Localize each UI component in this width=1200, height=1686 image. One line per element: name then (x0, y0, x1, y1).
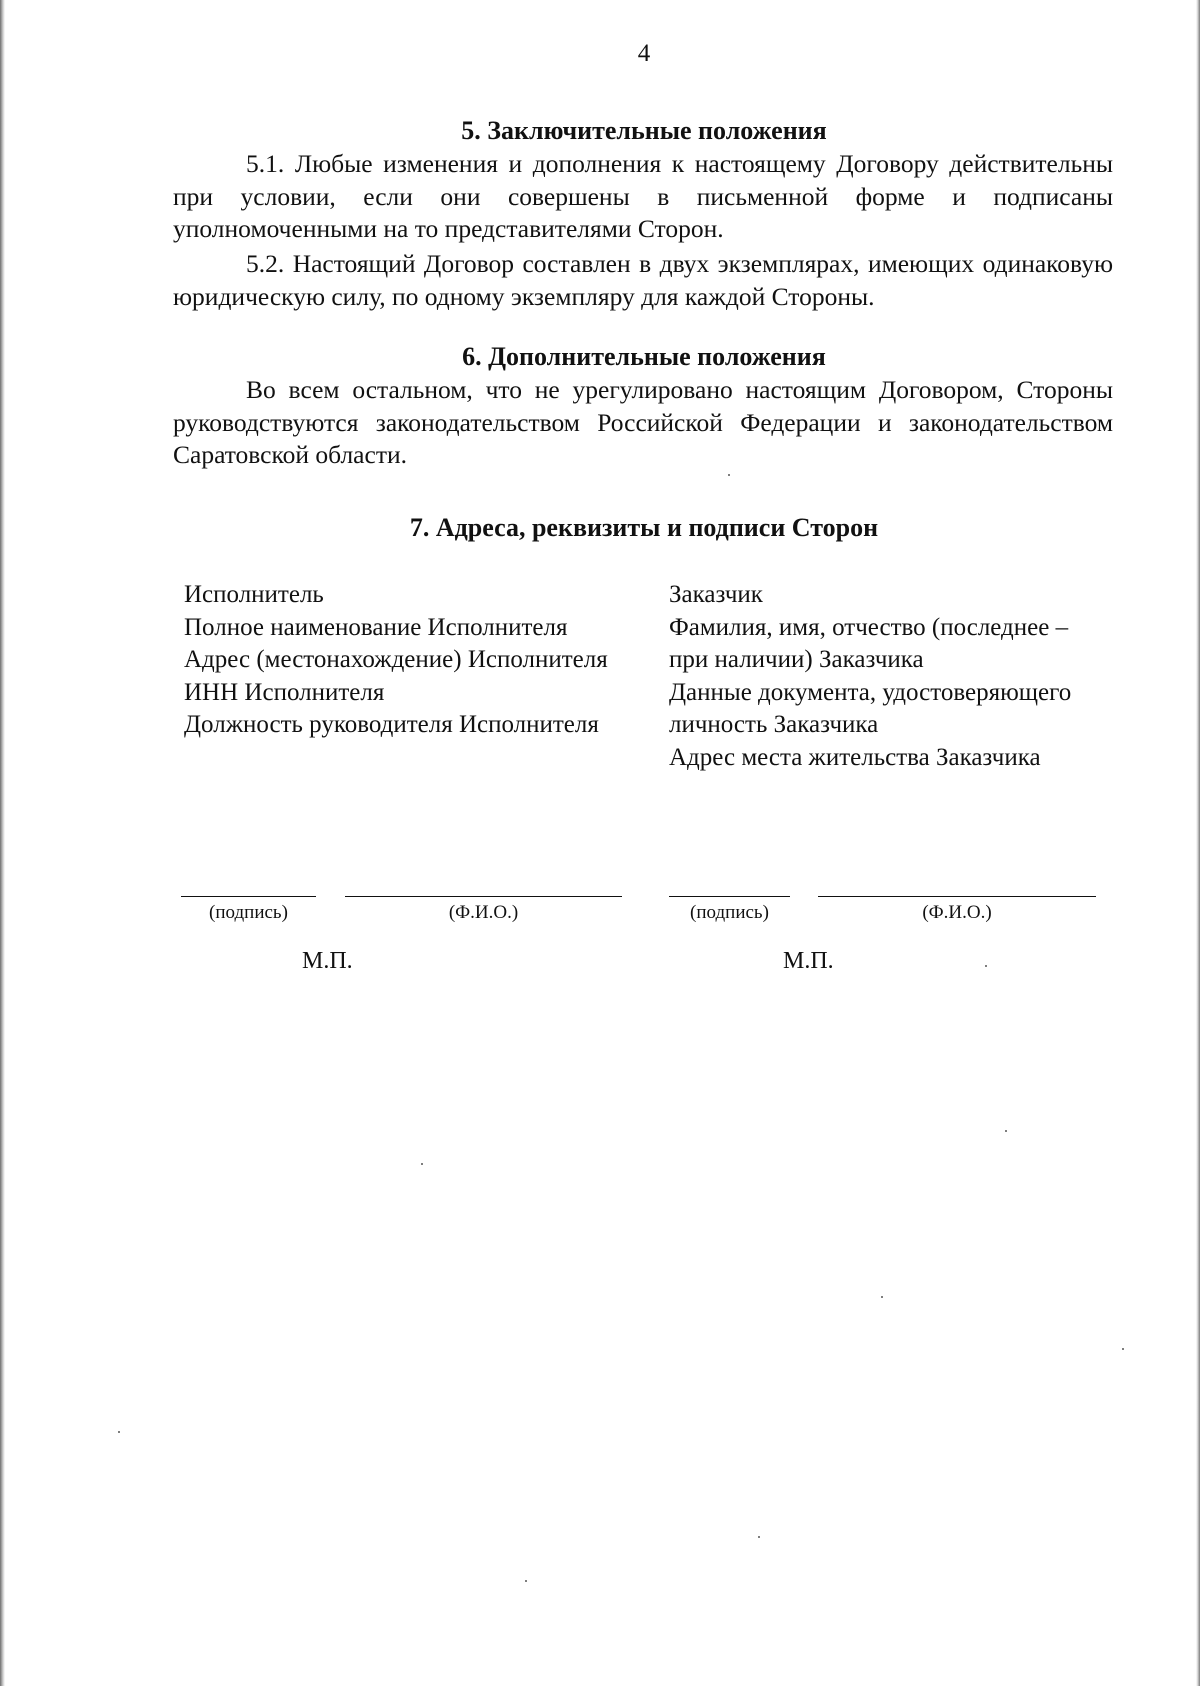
customer-signature-line (669, 896, 790, 897)
scan-speck (881, 1296, 883, 1298)
customer-line: Адрес места жительства Заказчика (669, 743, 1041, 771)
customer-line: Данные документа, удостоверяющего (669, 678, 1072, 706)
executor-name-line (345, 896, 622, 897)
scan-edge-right (1196, 0, 1200, 1686)
customer-line: личность Заказчика (669, 711, 879, 738)
customer-name-line (818, 896, 1096, 897)
scan-edge-left (0, 0, 5, 1686)
section-7-heading: 7. Адреса, реквизиты и подписи Сторон (409, 513, 879, 542)
executor-line: Должность руководителя Исполнителя (184, 711, 599, 738)
customer-name-caption: (Ф.И.О.) (922, 902, 992, 923)
section-6-heading: 6. Дополнительные положения (462, 342, 826, 371)
executor-line: Адрес (местонахождение) Исполнителя (184, 646, 608, 673)
scan-speck (758, 1536, 760, 1538)
scan-speck (1122, 1348, 1124, 1350)
customer-line: Фамилия, имя, отчество (последнее – (669, 613, 1069, 641)
page-number: 4 (637, 40, 651, 67)
executor-line: ИНН Исполнителя (184, 678, 385, 706)
executor-stamp-label: М.П. (302, 948, 353, 974)
executor-title: Исполнитель (184, 581, 324, 608)
clause-5-1: 5.1. Любые изменения и дополнения к настоящему Договору действительны при условии, если они совершены в письменной форме и подписаны уполномоченными на то представителями Сторон. (173, 149, 1113, 243)
customer-stamp-label: М.П. (783, 948, 834, 974)
executor-line: Полное наименование Исполнителя (184, 613, 568, 641)
executor-signature-line (181, 896, 316, 897)
scan-speck (1005, 1130, 1007, 1132)
scan-speck (525, 1580, 527, 1582)
scan-speck (728, 474, 730, 476)
executor-name-caption: (Ф.И.О.) (448, 902, 519, 923)
clause-6-1: Во всем остальном, что не урегулировано настоящим Договором, Стороны руководствуются законодательством Российской Федерации и законодательством Саратовской области. (173, 375, 1113, 469)
scan-speck (985, 965, 987, 967)
scan-speck (118, 1431, 120, 1433)
customer-line: при наличии) Заказчика (669, 646, 924, 673)
clause-5-2: 5.2. Настоящий Договор составлен в двух экземплярах, имеющих одинаковую юридическую силу, по одному экземпляру для каждой Стороны. (173, 249, 1113, 311)
scan-speck (421, 1163, 423, 1165)
customer-signature-caption: (подпись) (690, 902, 769, 923)
customer-block (669, 579, 1139, 774)
section-5-heading: 5. Заключительные положения (461, 116, 827, 145)
executor-signature-caption: (подпись) (209, 902, 288, 923)
customer-title: Заказчик (669, 581, 763, 608)
executor-block (184, 579, 654, 742)
